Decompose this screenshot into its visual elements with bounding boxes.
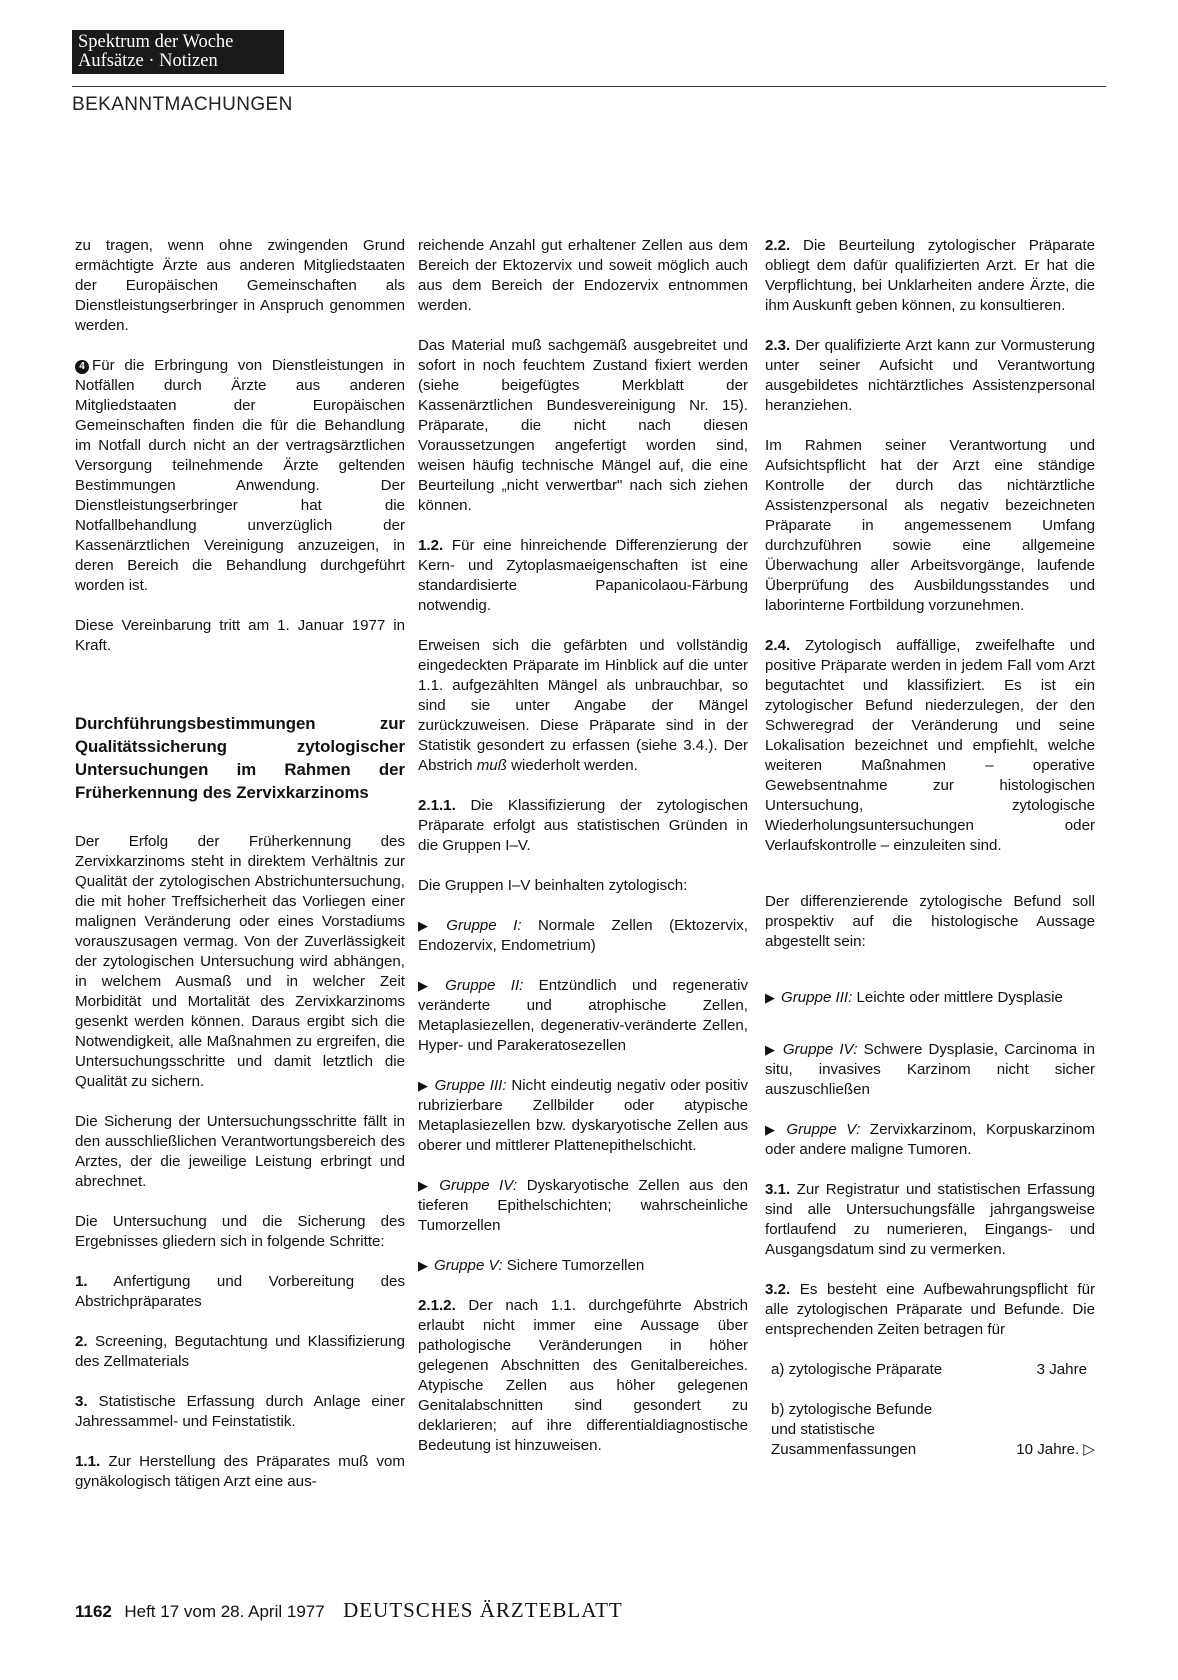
retention-value: 3 Jahre [1036,1361,1087,1378]
step-item [418,1296,748,1456]
paragraph: Die Gruppen I–V beinhalten zytologisch: [418,877,688,894]
group-item [418,916,748,956]
group-label: Gruppe II: [445,977,524,994]
step-text: Anfertigung und Vorbereitung des Abstrichpräparates [75,1273,405,1310]
group-label: Gruppe V: [434,1257,503,1274]
paragraph: Die Sicherung der Untersuchungsschritte fällt in den ausschließlichen Verantwortungsbereich des Arztes, der die jeweilige Leistung erbringt und abrechnet. [75,1113,405,1190]
step-text: Zur Herstellung des Präparates muß vom gynäkologisch tätigen Arzt eine aus- [75,1453,406,1490]
triangle-bullet-icon: ▶ [765,1122,781,1137]
group-label: Gruppe IV: [439,1177,518,1194]
step-number: 2.1.1. [418,797,456,814]
column-2 [418,236,748,1476]
triangle-bullet-icon: ▶ [418,1178,434,1193]
step-number: 1.2. [418,537,444,554]
group-label: Gruppe V: [786,1121,861,1138]
paragraph: Im Rahmen seiner Verantwortung und Aufsichtspflicht hat der Arzt eine ständige Kontrolle der durch das nichtärztliche Assistenzpersonal als negativ bezeichneten Präparate in angemessenem Umfang durchzuführen sowie eine allgemeine Überwachung aller Arbeitsvorgänge, laufende Überprüfung des Ausbildungsstandes und laborinterne Fortbildung vorzunehmen. [765,437,1095,614]
group-item [418,1076,748,1156]
step-number: 2.4. [765,637,791,654]
group-text: Entzündlich und regenerativ veränderte und atrophische Zellen, Metaplasiezellen, degenerativ-veränderte Zellen, Hyper- und Parakeratosezellen [418,977,748,1054]
paragraph: Die Untersuchung und die Sicherung des Ergebnisses gliedern sich in folgende Schritte: [75,1213,405,1250]
paragraph-text: Für die Erbringung von Dienstleistungen in Notfällen durch Ärzte aus anderen Mitgliedstaaten der Europäischen Gemeinschaften finden die für die Behandlung im Notfall durch nicht an der vertragsärztlichen Versorgung teilnehmende Ärzte geltenden Bestimmungen Anwendung. Der Dienstleistungserbringer hat die Notfallbehandlung unverzüglich der Kassenärztlichen Vereinigung anzuzeigen, in deren Bereich die Behandlung durchgeführt worden ist. [75,357,405,594]
group-item [418,976,748,1056]
step-number: 1. [75,1273,88,1290]
retention-label [771,1400,932,1460]
retention-label: a) zytologische Präparate [771,1361,943,1378]
retention-value: 10 Jahre. ▷ [1016,1441,1095,1458]
step-item [418,796,748,856]
step-item [75,1392,405,1432]
group-text: Sichere Tumorzellen [506,1257,645,1274]
paragraph-text: wiederholt werden. [511,757,638,774]
retention-label-line: Zusammenfassungen [771,1441,917,1458]
group-item [765,988,1095,1008]
group-label: Gruppe III: [781,989,853,1006]
masthead [72,30,284,74]
number-4-icon: 4 [75,360,89,374]
paragraph: Der differenzierende zytologische Befund soll prospektiv auf die histologische Aussage abgestellt sein: [765,893,1095,950]
step-number: 1.1. [75,1453,101,1470]
paragraph: Der Erfolg der Früherkennung des Zervixkarzinoms steht in direktem Verhältnis zur Qualität der zytologischen Abstrichuntersuchung, die mit hoher Treffsicherheit das Vorliegen einer malignen Veränderung oder eines Vorstadiums vorauszusagen vermag. Von der Zuverlässigkeit der zytologischen Untersuchung wird abhängen, in welchem Ausmaß und in welcher Zeit Morbidität und Mortalität des Zervixkarzinoms gesenkt werden können. Daraus ergibt sich die Notwendigkeit, alle Maßnahmen zu ergreifen, die Untersuchungsschritte und damit letztlich die Qualität zu sichern. [75,833,405,1090]
paragraph: Diese Vereinbarung tritt am 1. Januar 1977 in Kraft. [75,617,405,654]
group-label: Gruppe I: [446,917,522,934]
step-item [765,236,1095,316]
masthead-line-1: Spektrum der Woche [78,32,234,52]
step-item [418,536,748,616]
group-item [418,1256,748,1276]
retention-label-line: und statistische [771,1421,876,1438]
step-text: Statistische Erfassung durch Anlage einer Jahressammel- und Feinstatistik. [75,1393,405,1430]
step-number: 2.2. [765,237,791,254]
step-text: Screening, Begutachtung und Klassifizierung des Zellmaterials [75,1333,405,1370]
header-rule [72,86,1106,87]
triangle-bullet-icon: ▶ [765,1042,777,1057]
group-text: Normale Zellen (Ektozervix, Endozervix, Endometrium) [418,917,748,954]
step-item [75,1272,405,1312]
retention-label-line: b) zytologische Befunde [771,1401,933,1418]
step-text: Die Beurteilung zytologischer Präparate obliegt dem dafür qualifizierten Arzt. Er hat die Verpflichtung, bei Unklarheiten andere Ärzte, die ihm Auskunft geben können, zu konsultieren. [765,237,1095,314]
triangle-bullet-icon: ▶ [765,990,775,1005]
triangle-bullet-icon: ▶ [418,1078,429,1093]
group-label: Gruppe IV: [782,1041,858,1058]
step-text: Für eine hinreichende Differenzierung der Kern- und Zytoplasmaeigenschaften ist eine standardisierte Papanicolaou-Färbung notwendig. [418,537,748,614]
step-text: Der nach 1.1. durchgeführte Abstrich erlaubt nicht immer eine Aussage über pathologische Veränderungen in höher gelegenen Abschnitten des Genitalbereiches. Atypische Zellen aus höher gelegenen Genitalabschnitten sind gesondert zu deklarieren; auf ihre differentialdiagnostische Bedeutung ist hinzuweisen. [418,1297,748,1454]
paragraph: Das Material muß sachgemäß ausgebreitet und sofort in noch feuchtem Zustand fixiert werden (siehe beigefügtes Merkblatt der Kassenärztlichen Bundesvereinigung Nr. 15). Präparate, die nicht nach diesen Voraussetzungen angefertigt worden sind, weisen häufig technische Mängel auf, die eine Beurteilung „nicht verwertbar" nach sich ziehen können. [418,337,748,514]
group-item [765,1040,1095,1100]
paragraph [418,636,748,776]
group-item [418,1176,748,1236]
group-text: Zervixkarzinom, Korpuskarzinom oder andere maligne Tumoren. [765,1121,1095,1158]
journal-name: DEUTSCHES ÄRZTEBLATT [343,1598,623,1622]
group-text: Schwere Dysplasie, Carcinoma in situ, invasives Karzinom nicht sicher auszuschließen [765,1041,1095,1098]
column-3 [765,236,1095,1460]
article-heading: Durchführungsbestimmungen zur Qualitätssicherung zytologischer Untersuchungen im Rahmen der Früherkennung des Zervixkarzinoms [75,714,405,802]
step-number: 2. [75,1333,88,1350]
step-number: 3. [75,1393,88,1410]
paragraph-text: Erweisen sich die gefärbten und vollständig eingedeckten Präparate im Hinblick auf die unter 1.1. aufgezählten Mängel als unbrauchbar, so sind sie unter Angabe der Mängel zurückzuweisen. Diese Präparate sind in der Statistik gesondert zu erfassen (siehe 3.4.). Der Abstrich [418,637,748,774]
step-number: 3.2. [765,1281,791,1298]
step-item [765,636,1095,856]
paragraph: zu tragen, wenn ohne zwingenden Grund ermächtigte Ärzte aus anderen Mitgliedstaaten der Europäischen Gemeinschaften als Dienstleistungserbringer in Anspruch genommen werden. [75,237,405,334]
step-number: 2.1.2. [418,1297,456,1314]
step-text: Es besteht eine Aufbewahrungspflicht für alle zytologischen Präparate und Befunde. Die entsprechenden Zeiten betragen für [765,1281,1095,1338]
column-1 [75,236,405,1512]
step-text: Die Klassifizierung der zytologischen Präparate erfolgt aus statistischen Gründen in die Gruppen I–V. [418,797,748,854]
group-text: Dyskaryotische Zellen aus den tieferen Epithelschichten; wahrscheinliche Tumorzellen [418,1177,749,1234]
step-text: Zytologisch auffällige, zweifelhafte und positive Präparate werden in jedem Fall vom Arzt begutachtet und klassifiziert. Es ist ein zytologischer Befund niederzulegen, der den Schweregrad der Veränderung und seine Lokalisation bezeichnet und empfiehlt, welche weiteren Maßnahmen – operative Gewebsentnahme zur histologischen Untersuchung, zytologische Wiederholungsuntersuchungen oder Verlaufskontrolle – einzuleiten sind. [765,637,1095,854]
page-footer [75,1598,623,1623]
step-number: 3.1. [765,1181,791,1198]
group-item [765,1120,1095,1160]
section-title: BEKANNTMACHUNGEN [72,94,293,115]
step-item [75,1452,405,1492]
group-text: Nicht eindeutig negativ oder positiv rubrizierbare Zellbilder oder atypische Metaplasiezellen bzw. dyskaryotische Zellen aus oberer und mittlerer Plattenepithelschicht. [418,1077,749,1154]
issue-info: Heft 17 vom 28. April 1977 [124,1602,325,1621]
step-item [765,1280,1095,1340]
step-item [765,1180,1095,1260]
step-text: Der qualifizierte Arzt kann zur Vormusterung unter seiner Aufsicht und Verantwortung ausgebildetes nichtärztliches Assistenzpersonal heranziehen. [765,337,1095,414]
step-text: Zur Registratur und statistischen Erfassung sind alle Untersuchungsfälle jahrgangsweise fortlaufend zu numerieren, Eingangs- und Ausgangsdatum sind zu vermerken. [765,1181,1095,1258]
paragraph: reichende Anzahl gut erhaltener Zellen aus dem Bereich der Ektozervix und soweit möglich auch aus dem Bereich der Endozervix entnommen werden. [418,237,748,314]
triangle-bullet-icon: ▶ [418,1258,428,1273]
masthead-line-2: Aufsätze · Notizen [78,51,218,71]
group-label: Gruppe III: [434,1077,507,1094]
page-number: 1162 [75,1602,112,1621]
step-item [765,336,1095,416]
triangle-bullet-icon: ▶ [418,978,440,993]
step-number: 2.3. [765,337,791,354]
triangle-bullet-icon: ▶ [418,918,441,933]
emphasis: muß [476,757,507,774]
paragraph-numbered [75,356,405,596]
step-item [75,1332,405,1372]
retention-row-b [771,1400,1095,1460]
retention-row-a [771,1360,1087,1380]
group-text: Leichte oder mittlere Dysplasie [856,989,1063,1006]
